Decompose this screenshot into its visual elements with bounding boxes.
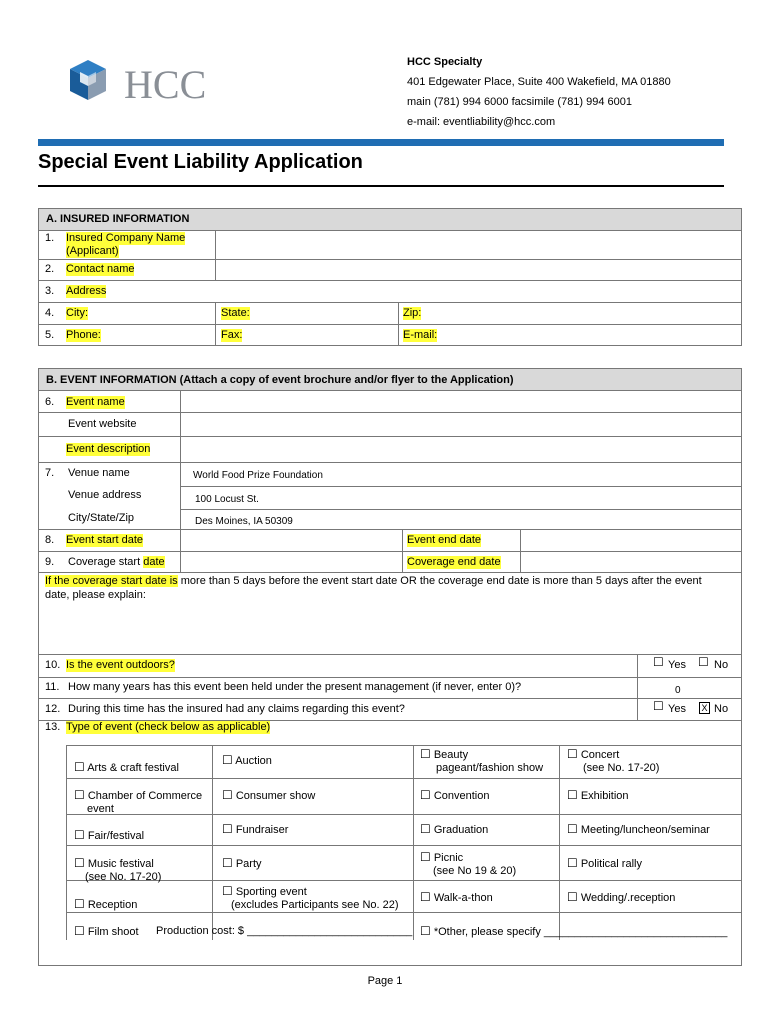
event-type-fundraiser[interactable]: ☐ Fundraiser [222, 822, 289, 836]
event-type-auction[interactable]: ☐ Auction [222, 753, 272, 767]
section-b-heading: B. EVENT INFORMATION (Attach a copy of event brochure and/or flyer to the Application) [39, 369, 741, 391]
picnic-checkbox[interactable]: ☐ [420, 850, 431, 864]
email-label: E-mail: [403, 329, 438, 341]
event-type-chamber[interactable]: ☐ Chamber of Commerce event [74, 788, 203, 815]
city-label: City: [66, 307, 88, 319]
venue-address-label: Venue address [68, 489, 142, 501]
consumer-show-checkbox[interactable]: ☐ [222, 788, 233, 802]
event-type-consumer-show[interactable]: ☐ Consumer show [222, 788, 316, 802]
event-type-convention[interactable]: ☐ Convention [420, 788, 490, 802]
state-field[interactable] [260, 303, 397, 324]
event-start-date-field[interactable] [181, 530, 401, 551]
event-type-graduation[interactable]: ☐ Graduation [420, 822, 489, 836]
event-end-date-field[interactable] [521, 530, 741, 551]
event-type-question: Type of event (check below as applicable) [66, 721, 271, 733]
q10-num: 10. [45, 659, 61, 671]
coverage-explain-text: If the coverage start date is more than 5 days before the event start date OR the coverage end date is more than 5 days after the event date, please explain: [45, 575, 702, 601]
event-name-label: Event name [66, 396, 125, 408]
event-type-sporting[interactable]: ☐ Sporting event (excludes Participants see No. 22) [222, 884, 399, 911]
header-blue-rule [38, 139, 724, 146]
hcc-logo [66, 58, 216, 112]
state-label: State: [221, 307, 250, 319]
section-a-heading: A. INSURED INFORMATION [39, 209, 741, 231]
event-type-other[interactable]: ☐ *Other, please specify ______________________________ [420, 924, 728, 938]
auction-checkbox[interactable]: ☐ [222, 753, 233, 767]
chamber-checkbox[interactable]: ☐ [74, 788, 85, 802]
venue-name-label: Venue name [68, 467, 130, 479]
event-type-walkathon[interactable]: ☐ Walk-a-thon [420, 890, 493, 904]
city-field[interactable] [110, 303, 214, 324]
meeting-checkbox[interactable]: ☐ [567, 822, 578, 836]
logo-text: HCC [124, 62, 207, 107]
event-website-label: Event website [68, 418, 137, 430]
outdoors-yes-checkbox[interactable]: ☐ [653, 655, 664, 669]
music-festival-checkbox[interactable]: ☐ [74, 856, 85, 870]
outdoors-no-checkbox[interactable]: ☐ [698, 655, 709, 669]
fax-field[interactable] [250, 325, 397, 345]
q6-num: 6. [45, 396, 55, 408]
event-type-reception[interactable]: ☐ Reception [74, 897, 138, 911]
coverage-explain-field[interactable] [40, 604, 740, 652]
exhibition-checkbox[interactable]: ☐ [567, 788, 578, 802]
q11-num: 11. [45, 681, 60, 693]
sporting-checkbox[interactable]: ☐ [222, 884, 233, 898]
email-field[interactable] [445, 325, 741, 345]
phone-field[interactable] [110, 325, 214, 345]
row5-num: 5. [45, 329, 55, 341]
address-label: Address [66, 285, 107, 297]
fundraiser-checkbox[interactable]: ☐ [222, 822, 233, 836]
arts-checkbox[interactable]: ☐ [74, 760, 85, 774]
row4-num: 4. [45, 307, 55, 319]
row2-num: 2. [45, 263, 55, 275]
company-address: 401 Edgewater Place, Suite 400 Wakefield, MA 01880 [407, 76, 671, 88]
outdoors-no-label: No [714, 659, 729, 671]
phone-label: Phone: [66, 329, 101, 341]
convention-checkbox[interactable]: ☐ [420, 788, 431, 802]
coverage-end-date-field[interactable] [521, 552, 741, 572]
event-type-political-rally[interactable]: ☐ Political rally [567, 856, 642, 870]
event-start-date-label: Event start date [66, 534, 144, 546]
outdoors-question: Is the event outdoors? [66, 659, 175, 671]
claims-no-checkbox-checked[interactable]: X [699, 702, 710, 714]
event-type-concert[interactable]: ☐ Concert (see No. 17-20) [567, 747, 660, 774]
event-end-date-label: Event end date [407, 534, 482, 546]
zip-field[interactable] [430, 303, 741, 324]
event-type-fair[interactable]: ☐ Fair/festival [74, 828, 145, 842]
q7-num: 7. [45, 467, 55, 479]
applicant-label: (Applicant) [66, 245, 119, 257]
company-phone: main (781) 994 6000 facsimile (781) 994 6001 [407, 96, 633, 108]
event-type-beauty[interactable]: ☐ Beauty pageant/fashion show [420, 747, 544, 774]
years-held-question: How many years has this event been held under the present management (if never, enter 0)? [68, 681, 522, 693]
venue-name-value[interactable]: World Food Prize Foundation [193, 470, 323, 481]
graduation-checkbox[interactable]: ☐ [420, 822, 431, 836]
form-title: Special Event Liability Application [38, 151, 363, 173]
company-name: HCC Specialty [407, 56, 483, 68]
title-rule [38, 185, 724, 187]
event-type-wedding[interactable]: ☐ Wedding/.reception [567, 890, 676, 904]
city-state-zip-value[interactable]: Des Moines, IA 50309 [195, 516, 293, 527]
reception-checkbox[interactable]: ☐ [74, 897, 85, 911]
coverage-start-date-field[interactable] [181, 552, 401, 572]
event-type-music-festival[interactable]: ☐ Music festival (see No. 17-20) [74, 856, 162, 883]
coverage-start-date-label: Coverage start date [68, 556, 165, 568]
political-rally-checkbox[interactable]: ☐ [567, 856, 578, 870]
event-type-exhibition[interactable]: ☐ Exhibition [567, 788, 629, 802]
film-shoot-checkbox[interactable]: ☐ [74, 924, 85, 938]
beauty-checkbox[interactable]: ☐ [420, 747, 431, 761]
row3-num: 3. [45, 285, 55, 297]
event-description-field[interactable] [181, 437, 741, 462]
event-type-meeting[interactable]: ☐ Meeting/luncheon/seminar [567, 822, 710, 836]
zip-label: Zip: [403, 307, 422, 319]
walkathon-checkbox[interactable]: ☐ [420, 890, 431, 904]
q8-num: 8. [45, 534, 55, 546]
event-type-film-shoot[interactable]: ☐ Film shoot [74, 924, 139, 938]
q12-num: 12. [45, 703, 61, 715]
row1-num: 1. [45, 232, 55, 244]
other-checkbox[interactable]: ☐ [420, 924, 431, 938]
years-held-value[interactable]: 0 [675, 685, 681, 696]
outdoors-yes-label: Yes [668, 659, 686, 671]
claims-yes-checkbox[interactable]: ☐ [653, 699, 664, 713]
page-number: Page 1 [367, 975, 403, 987]
event-description-label: Event description [66, 443, 151, 455]
contact-name-label: Contact name [66, 263, 135, 275]
address-field[interactable] [216, 281, 741, 302]
event-type-picnic[interactable]: ☐ Picnic (see No 19 & 20) [420, 850, 517, 877]
party-checkbox[interactable]: ☐ [222, 856, 233, 870]
city-state-zip-label: City/State/Zip [68, 512, 135, 524]
fair-checkbox[interactable]: ☐ [74, 828, 85, 842]
production-cost-field[interactable]: Production cost: $ ___________________________ [156, 925, 413, 937]
venue-address-value[interactable]: 100 Locust St. [195, 494, 259, 505]
event-name-field[interactable] [181, 391, 741, 412]
event-type-party[interactable]: ☐ Party [222, 856, 262, 870]
q13-num: 13. [45, 721, 61, 733]
concert-checkbox[interactable]: ☐ [567, 747, 578, 761]
cube-icon [70, 60, 106, 100]
insured-company-name-field[interactable] [216, 231, 741, 259]
claims-no-label: No [714, 703, 729, 715]
q9-num: 9. [45, 556, 55, 568]
company-email: e-mail: eventliability@hcc.com [407, 116, 556, 128]
wedding-checkbox[interactable]: ☐ [567, 890, 578, 904]
insured-company-name-label: Insured Company Name [66, 232, 186, 244]
company-info [407, 52, 671, 132]
claims-question: During this time has the insured had any claims regarding this event? [68, 703, 405, 715]
coverage-end-date-label: Coverage end date [407, 556, 501, 568]
event-website-field[interactable] [181, 413, 741, 436]
contact-name-field[interactable] [216, 260, 741, 280]
event-type-arts[interactable]: ☐ Arts & craft festival [74, 760, 179, 774]
claims-yes-label: Yes [668, 703, 686, 715]
fax-label: Fax: [221, 329, 243, 341]
